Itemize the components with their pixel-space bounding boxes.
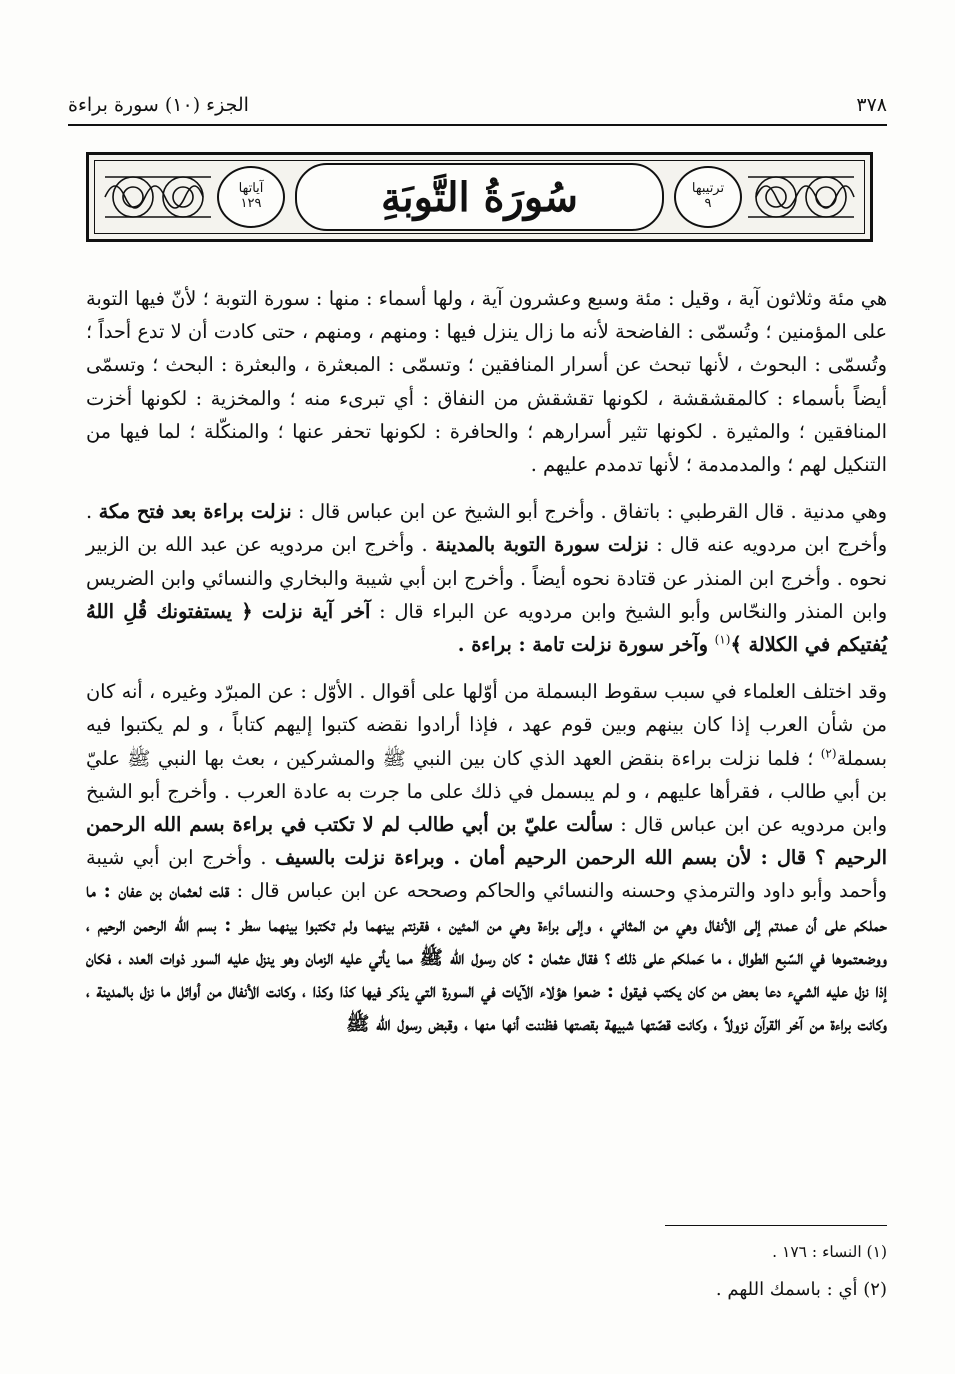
paragraph-revelation [86, 495, 887, 661]
quote-bold: نزلت سورة التوبة بالمدينة [435, 533, 649, 557]
verses-label: آياتها [238, 181, 264, 197]
verses-value: ١٢٩ [240, 196, 262, 211]
footnote-2: (٢) أي : باسمك اللهم . [715, 1279, 887, 1300]
footnote-marker[interactable]: (١) [714, 632, 731, 647]
floral-ornament-icon [742, 164, 860, 230]
order-value: ٩ [704, 196, 712, 211]
page-number: ٣٧٨ [856, 94, 887, 116]
text-span: . وأخرج ابن أبي شيبة وأحمد وأبو داود والترمذي وحسنه والنسائي والحاكم وصححه عن ابن عباس قال : [86, 846, 887, 903]
quote-bold: نزلت براءة بعد فتح مكة [98, 500, 292, 524]
text-span: ؛ فلما نزلت براءة بنقض العهد الذي كان بين النبي ﷺ والمشركين ، بعث بها النبي ﷺ عليّ بن أبي طالب ، فقرأها عليهم ، و لم يبسمل في ذلك على ما جرت به عادة العرب . وأخرج أبو الشيخ وابن مردويه عن ابن عباس قال : [86, 746, 887, 837]
verses-medallion [217, 166, 285, 228]
main-text [86, 282, 887, 1040]
quote-bold: قلت لعثمان بن عفان : ما حملكم على أن عمدتم إلى الأنفال وهي من المثاني ، وإلى براءة وهي من المئين ، فقرنتم بينهما ولم تكتبوا بينهما سطر : بسم الله الرحمن الرحيم ، ووضعتموها في السّبع الطوال ، ما حَملكم على ذلك ؟ فقال عثمان : كان رسول الله ﷺ مما يأتي عليه الزمان وهو ينزل عليه السور ذوات العدد ، فكان إذا نزل عليه الشيء دعا بعض من كان يكتب فيقول : ضعوا هؤلاء الآيات في السورة التي يذكر فيها كذا وكذا ، وكانت الأنفال من أوائل ما نزل بالمدينة ، وكانت براءة من آخر القرآن نزولاً ، وكانت قصّتها شبيهة بقصتها فظننت أنها منها ، وقبض رسول الله ﷺ [86, 879, 887, 1036]
paragraph-names [86, 282, 887, 481]
surah-banner [86, 152, 873, 242]
paragraph-basmala [86, 675, 887, 1040]
running-header [68, 88, 887, 122]
text-span: . وأخرج ابن مردويه عن عبد الله بن الزبير نحوه . وأخرج ابن المنذر عن قتادة نحوه أيضاً . وأخرج ابن أبي شيبة والبخاري والنسائي وابن الضريس وابن المنذر والنحّاس وأبو الشيخ وابن مردويه عن البراء قال : [86, 533, 887, 623]
order-medallion [674, 166, 742, 228]
footnote-1: (١) النساء : ١٧٦ . [772, 1243, 887, 1261]
text-span: . وأخرج ابن مردويه عنه قال : [86, 500, 887, 557]
order-label: ترتيبها [691, 181, 725, 197]
title-cartouche [295, 163, 664, 231]
running-title: الجزء (١٠) سورة براءة [68, 94, 249, 116]
footnotes [86, 1236, 887, 1306]
footnote-divider [665, 1225, 887, 1226]
text-span: وقد اختلف العلماء في سبب سقوط البسملة من أوّلها على أقوال . الأوّل : عن المبرّد وغيره ، أنه كان من شأن العرب إذا كان بينهم وبين قوم عهد ، فإذا أرادوا نقضه كتبوا إليهم كتاباً ، و لم يكتبوا فيه بسملة [86, 680, 887, 770]
quote-bold: آخر آية نزلت ﴿ يستفتونك قُلِ اللهُ يُفتيكم في الكلالة ﴾ [86, 599, 887, 657]
banner-frame [94, 160, 865, 234]
footnote-marker[interactable]: (٢) [820, 746, 837, 761]
text-span: وهي مدنية . قال القرطبي : باتفاق . وأخرج أبو الشيخ عن ابن عباس قال : [291, 500, 887, 524]
quote-bold: وآخر سورة نزلت تامة : براءة . [457, 633, 715, 657]
surah-title: سُورَةُ التَّوبَةِ [381, 173, 578, 221]
floral-ornament-icon [99, 164, 217, 230]
paragraph-text: هي مئة وثلاثون آية ، وقيل : مئة وسبع وعشرون آية ، ولها أسماء : منها : سورة التوبة ؛ لأنّ فيها التوبة على المؤمنين ؛ وتُسمّى : الفاضحة لأنه ما زال ينزل فيها : ومنهم ، ومنهم ، حتى كادت أن لا تدع أحداً ؛ وتُسمّى : البحوث ، لأنها تبحث عن أسرار المنافقين ؛ وتسمّى : المبعثرة ، والبعثرة : البحث ؛ وتسمّى أيضاً بأسماء : كالمقشقشة ، لكونها تقشقش من النفاق : أي تبرىء منه ؛ والمخزية : لكونها أخزت المنافقين ؛ والمثيرة . لكونها تثير أسرارهم ؛ والحافرة : لكونها تحفر عنها ؛ والمنكّلة ؛ لما فيها من التنكيل لهم ؛ والمدمدمة ؛ لأنها تدمدم عليهم . [86, 287, 887, 477]
header-divider [68, 124, 887, 126]
quote-bold: سألت عليّ بن أبي طالب لم لا تكتب في براءة بسم الله الرحمن الرحيم ؟ قال : لأن بسم الله الرحمن الرحيم أمان . وبراءة نزلت بالسيف [86, 813, 887, 870]
